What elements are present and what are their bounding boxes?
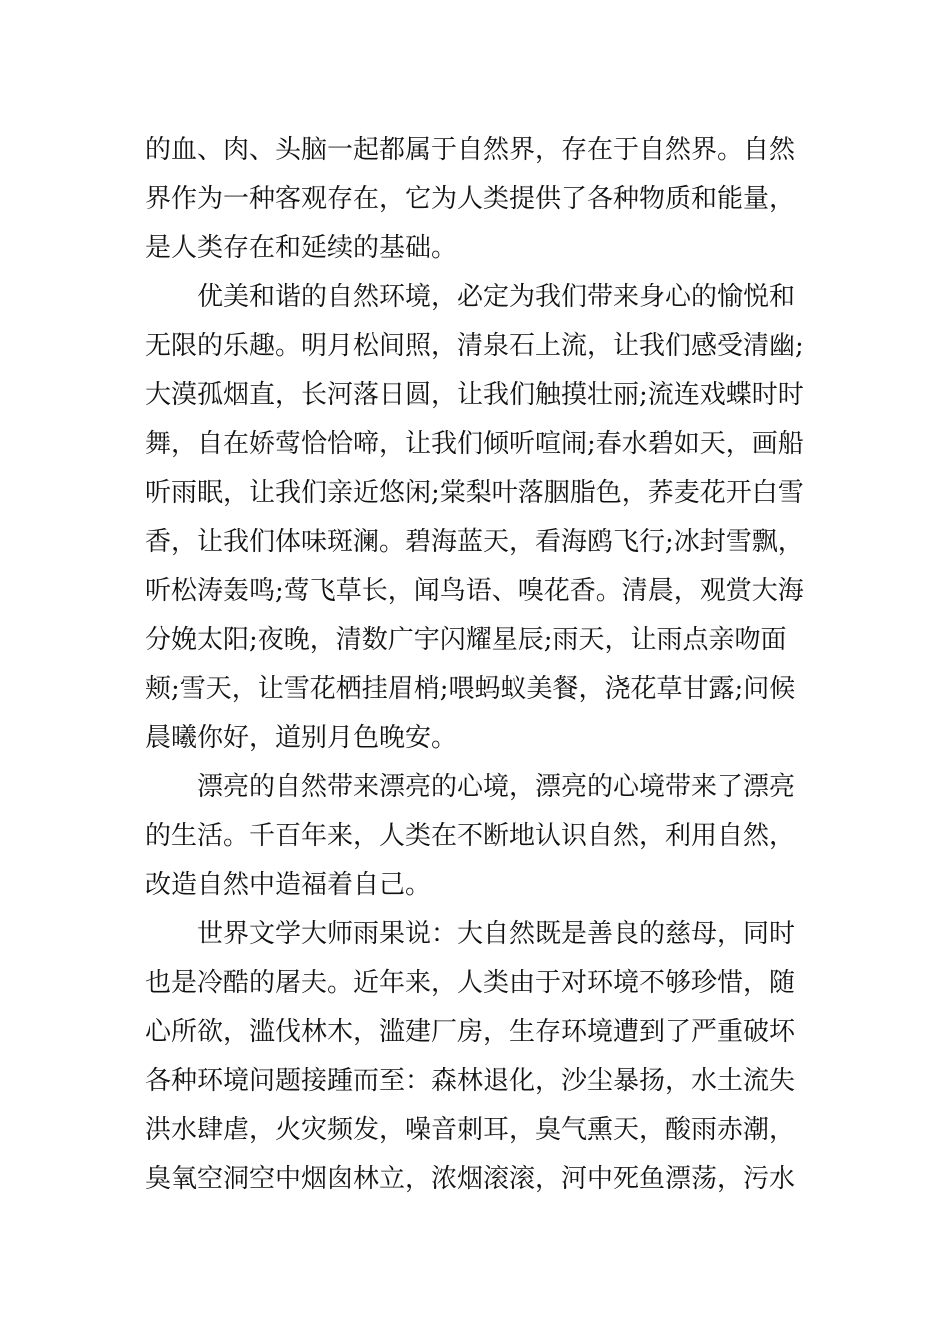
text-line: 是人类存在和延续的基础。 (145, 233, 458, 263)
text-line: 优美和谐的自然环境，必定为我们带来身心的愉悦和 (197, 282, 796, 312)
text-line: 香，让我们体味斑澜。碧海蓝天，看海鸥飞行;冰封雪飘， (145, 527, 804, 557)
text-line: 心所欲，滥伐林木，滥建厂房，生存环境遭到了严重破坏 (145, 1017, 796, 1047)
paragraph (145, 910, 825, 1204)
document-body (145, 126, 825, 1204)
text-line: 听雨眠，让我们亲近悠闲;棠梨叶落胭脂色，荞麦花开白雪 (145, 478, 804, 508)
text-line: 分娩太阳;夜晚，清数广宇闪耀星辰;雨天，让雨点亲吻面 (145, 625, 787, 655)
text-line: 大漠孤烟直，长河落日圆，让我们触摸壮丽;流连戏蝶时时 (145, 380, 804, 410)
text-line: 的生活。千百年来，人类在不断地认识自然，利用自然， (145, 821, 796, 851)
text-line: 的血、肉、头脑一起都属于自然界，存在于自然界。自然 (145, 135, 796, 165)
text-line: 颊;雪天，让雪花栖挂眉梢;喂蚂蚁美餐，浇花草甘露;问候 (145, 674, 796, 704)
text-line: 臭氧空洞空中烟囱林立，浓烟滚滚，河中死鱼漂荡，污水 (145, 1164, 796, 1194)
text-line: 舞，自在娇莺恰恰啼，让我们倾听喧闹;春水碧如天，画船 (145, 429, 804, 459)
text-line: 听松涛轰鸣;莺飞草长，闻鸟语、嗅花香。清晨，观赏大海 (145, 576, 804, 606)
paragraph (145, 126, 825, 273)
text-line: 洪水肆虐，火灾频发，噪音刺耳，臭气熏天，酸雨赤潮， (145, 1115, 796, 1145)
text-line: 各种环境问题接踵而至：森林退化，沙尘暴扬，水土流失 (145, 1066, 796, 1096)
text-line: 晨曦你好，道别月色晚安。 (145, 723, 458, 753)
text-line: 漂亮的自然带来漂亮的心境，漂亮的心境带来了漂亮 (197, 772, 796, 802)
paragraph (145, 763, 825, 910)
text-line: 也是冷酷的屠夫。近年来，人类由于对环境不够珍惜，随 (145, 968, 796, 998)
text-line: 界作为一种客观存在，它为人类提供了各种物质和能量， (145, 184, 796, 214)
text-line: 无限的乐趣。明月松间照，清泉石上流，让我们感受清幽; (145, 331, 804, 361)
paragraph (145, 273, 825, 763)
text-line: 改造自然中造福着自己。 (145, 870, 432, 900)
text-line: 世界文学大师雨果说：大自然既是善良的慈母，同时 (197, 919, 796, 949)
